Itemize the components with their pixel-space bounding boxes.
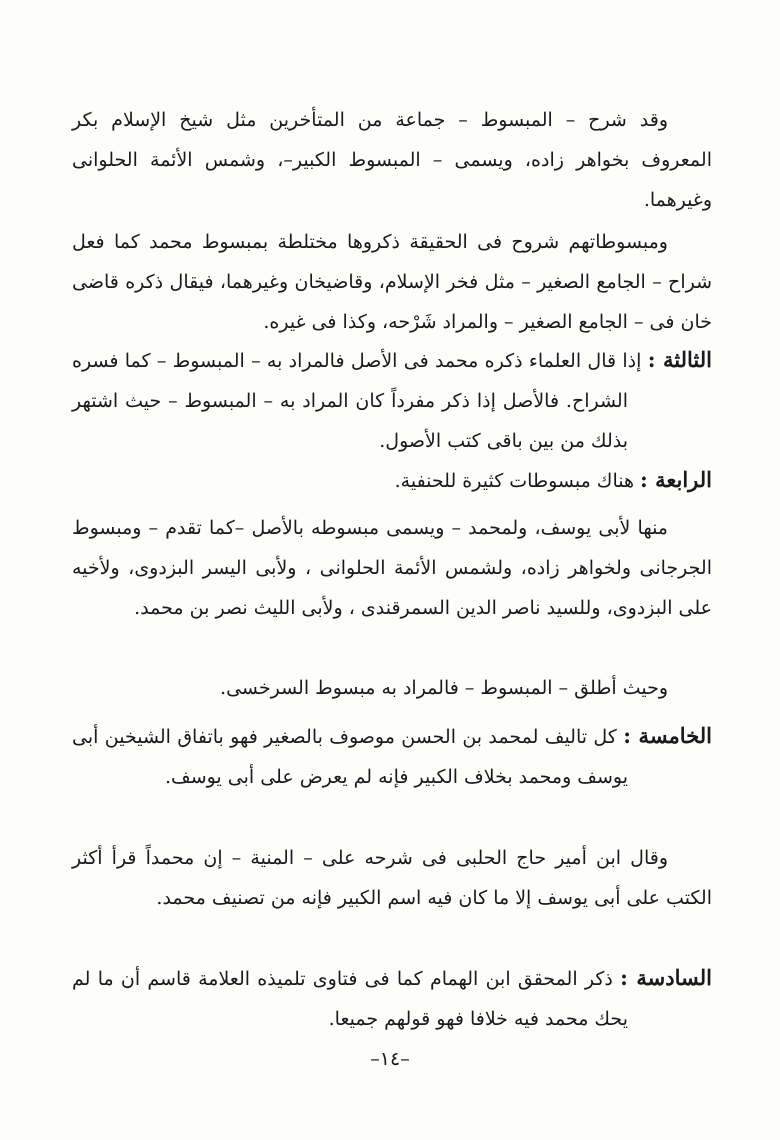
text-block-8 <box>72 838 712 918</box>
paragraph-1 <box>72 100 712 220</box>
text-block-7 <box>72 716 712 797</box>
paragraph-8 <box>72 838 712 918</box>
text-block-9 <box>72 958 712 1039</box>
text-block-4 <box>72 460 712 501</box>
text-block-6 <box>72 668 712 708</box>
section-third <box>72 340 712 461</box>
page-number: –١٤– <box>370 1048 410 1070</box>
section-fourth-text: هناك مبسوطات كثيرة للحنفية. <box>394 470 641 492</box>
paragraph-2 <box>72 222 712 342</box>
text-block-5 <box>72 508 712 628</box>
text-block-2 <box>72 222 712 342</box>
paragraph-1-text: وقد شرح – المبسوط – جماعة من المتأخرين مثل شيخ الإسلام بكر المعروف بخواهر زاده، ويسمى – المبسوط الكبير–، وشمس الأئمة الحلوانى وغيرهما. <box>72 109 712 211</box>
section-third-heading: الثالثة : <box>647 347 712 372</box>
paragraph-8-text: وقال ابن أمير حاج الحلبى فى شرحه على – المنية – إن محمداً قرأ أكثر الكتب على أبى يوسف إلا ما كان فيه اسم الكبير فإنه من تصنيف محمد. <box>72 847 712 909</box>
paragraph-6-text: وحيث أطلق – المبسوط – فالمراد به مبسوط السرخسى. <box>220 677 668 699</box>
paragraph-2-text: ومبسوطاتهم شروح فى الحقيقة ذكروها مختلطة بمبسوط محمد كما فعل شراح – الجامع الصغير – مثل فخر الإسلام، وقاضيخان وغيرهما، فيقال ذكره قاضى خان فى – الجامع الصغير – والمراد شَرْحه، وكذا فى غيره. <box>72 231 712 333</box>
section-sixth-heading: السادسة : <box>620 965 712 990</box>
paragraph-5-text: منها لأبى يوسف، ولمحمد – ويسمى مبسوطه بالأصل –كما تقدم – ومبسوط الجرجانى ولخواهر زاده، ولشمس الأئمة الحلوانى ، ولأبى اليسر البزدوى، ولأخيه على البزدوى، وللسيد ناصر الدين السمرقندى ، ولأبى الليث نصر بن محمد. <box>72 517 712 619</box>
section-fifth-heading: الخامسة : <box>623 723 712 748</box>
section-sixth-text: ذكر المحقق ابن الهمام كما فى فتاوى تلميذه العلامة قاسم أن ما لم يحك محمد فيه خلافا فهو قولهم جميعا. <box>72 968 628 1030</box>
section-third-text: إذا قال العلماء ذكره محمد فى الأصل فالمراد به – المبسوط – كما فسره الشراح. فالأصل إذا ذكر مفرداً كان المراد به – المبسوط – حيث اشتهر بذلك من بين باقى كتب الأصول. <box>72 350 648 452</box>
section-sixth <box>72 958 712 1039</box>
section-fifth <box>72 716 712 797</box>
section-fourth-heading: الرابعة : <box>640 467 712 492</box>
paragraph-5 <box>72 508 712 628</box>
text-block-1 <box>72 100 712 220</box>
section-fifth-text: كل تاليف لمحمد بن الحسن موصوف بالصغير فهو باتفاق الشيخين أبى يوسف ومحمد بخلاف الكبير فإنه لم يعرض على أبى يوسف. <box>72 726 628 788</box>
paragraph-6 <box>72 668 712 708</box>
text-block-3 <box>72 340 712 461</box>
section-fourth <box>72 460 712 501</box>
